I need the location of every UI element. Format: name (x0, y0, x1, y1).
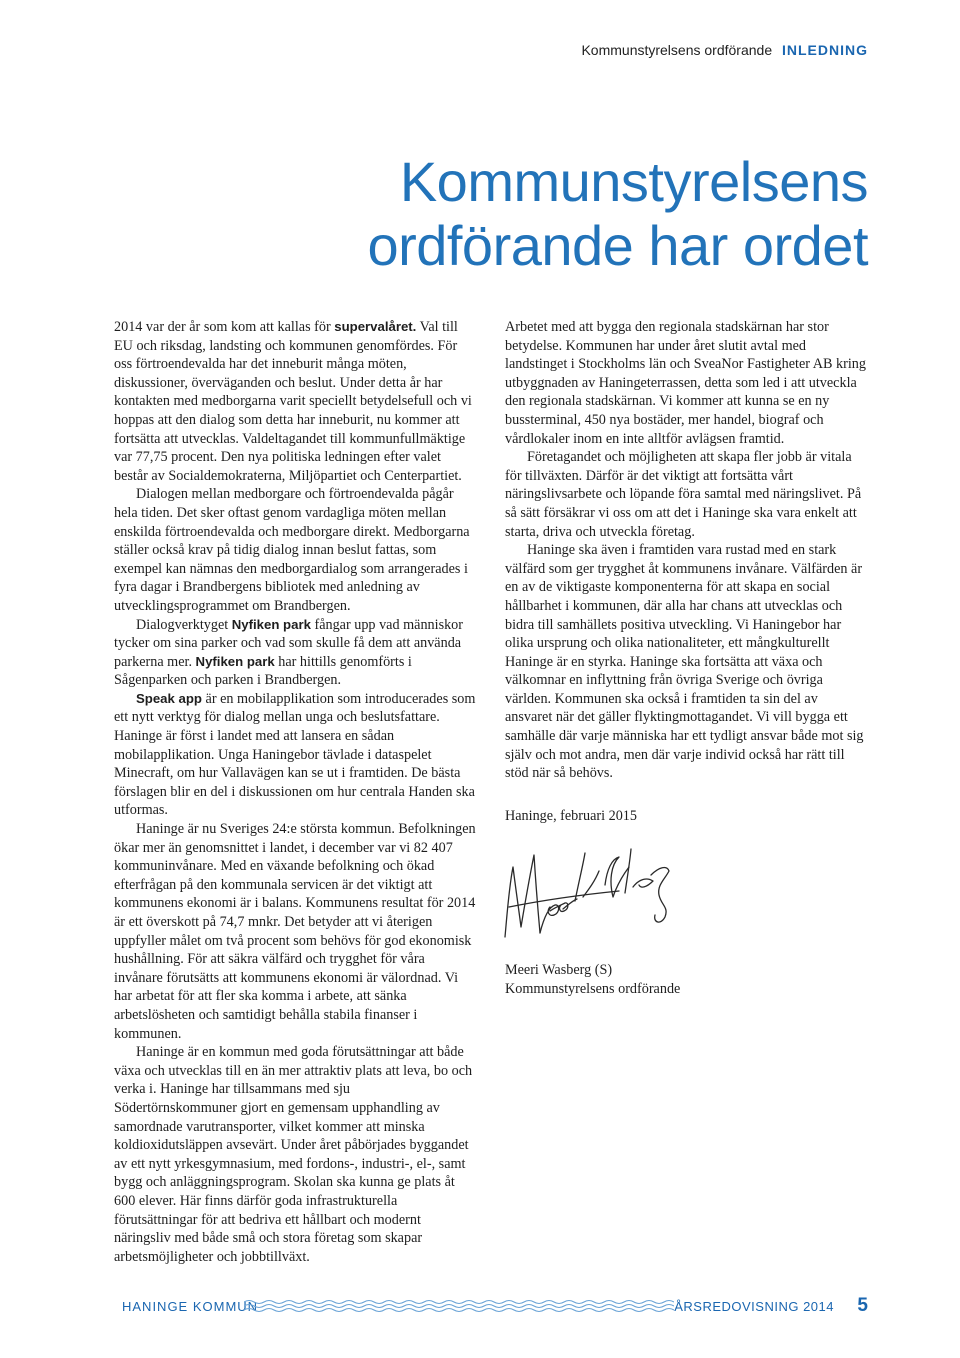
bold-term: Nyfiken park (195, 653, 275, 669)
bold-term: Speak app (136, 690, 202, 706)
paragraph (114, 690, 476, 820)
signatory-name: Meeri Wasberg (S) (505, 962, 613, 979)
text-run: Dialogverktyget (136, 616, 232, 633)
left-column (114, 318, 476, 1266)
text-run: är en mobilapplikation som introducerades som ett nytt verktyg för dialog mellan unga och beslutsfattare. Haninge är först i landet med att lansera en sådan mobilapplikation. Unga Haningebor tävlade i dataspelet Minecraft, om hur Vallavägen kan se ut i framtiden. De bästa förslagen blir en del i diskussionen om hur centrala Handen ska utformas. (114, 690, 476, 819)
page-number: 5 (857, 1295, 868, 1316)
right-column (505, 318, 867, 999)
paragraph: Dialogen mellan medborgare och förtroendevalda pågår hela tiden. Det sker oftast genom vardagliga möten mellan enskilda förtroendevalda och medborgare direkt. Medborgarna ställer också krav på tidig dialog innan beslut fattas, som exempel kan nämnas den medborgardialog som arrangerades i fyra dagar i Brandbergens bibliotek med anledning av utvecklingsprogrammet om Brandbergen. (114, 486, 470, 614)
text-run: fångar upp vad människor tycker om sina parker och vad som skulle få dem att använda parkerna mer. (114, 616, 464, 670)
paragraph: Företagandet och möjligheten att skapa fler jobb är vitala för tillväxten. Därför är det viktigt att fortsätta vårt näringslivsarbete och löpande föra samtal med näringslivet. På så sätt försäkrar vi oss om att det i Haninge ska vara enkelt att starta, driva och utveckla företag. (505, 449, 862, 540)
title-line-1: Kommunstyrelsens (399, 150, 868, 213)
bold-term: supervalåret. (334, 319, 417, 334)
running-title: Kommunstyrelsens ordförande (581, 42, 773, 58)
page-footer (122, 1297, 868, 1317)
footer-report-title: ÅRSREDOVISNING 2014 (674, 1299, 834, 1314)
bold-term: Nyfiken park (231, 616, 311, 632)
dateline: Haninge, februari 2015 (505, 807, 637, 824)
text-run: 2014 var der år som kom att kallas för (114, 319, 335, 335)
text-run: Val till EU och riksdag, landsting och kommunen genomfördes. För oss förtroendevalda har det inneburit många möten, diskussioner, överväganden och beslut. Under detta år har kontakten med medborgarna varit speciellt betydelsefull och vi hoppas att den dialog som detta har inneburit, nu kommer att fortsätta att utvecklas. Valdeltagandet till kommunfullmäktige var 77,75 procent. Den nya politiska ledningen efter valet består av Socialdemokraterna, Miljöpartiet och Centerpartiet. (114, 319, 472, 484)
footer-organization: HANINGE KOMMUN (122, 1299, 259, 1314)
paragraph: Arbetet med att bygga den regionala stadskärnan har stor betydelse. Kommunen har under året slutit avtal med landstinget i Stockholms län och SveaNor Fastigheter AB kring utbyggnaden av Haningeterrassen, detta som led i att utveckla den regionala stadskärnan. Vi kommer att kunna se en ny bussterminal, 450 nya bostäder, mer handel, biograf och vårdlokaler inom en inte alltför avlägsen framtid. (505, 319, 866, 447)
running-header (581, 42, 868, 58)
paragraph: Haninge ska även i framtiden vara rustad med en stark välfärd som ger trygghet åt kommunens invånare. Välfärden är en av de viktigaste komponenterna för att skapa en social hållbarhet i kommunen, där alla har chans att utvecklas och bidra till samhällets positiva utveckling. Vi Haningebor har olika ursprung och olika nationaliteter, ett mångkulturellt Haninge är en styrka. Haninge ska fortsätta att växa och välkomnar en inflyttning från övriga Sverige och övriga världen. Kommunen ska också i framtiden ta sin del av ansvaret när det gäller flyktingmottagandet. Vi vill bygga ett samhälle där varje människa har ett tydligt ansvar både mot sig själv och mot andra, men där varje individ också har rätt till stöd när så behövs. (505, 542, 864, 782)
paragraph: Haninge är nu Sveriges 24:e största kommun. Befolkningen ökar mer än genomsnittet i landet, i december var vi 82 407 kommuninvånare. Med en växande befolkning och ökad efterfrågan på den kommunala servicen är det viktigt att kommunens ekonomi är i balans. Kommunens resultat för 2014 är ett överskott på 74,7 mnkr. Det betyder att vi återigen uppfyller målet om två procent som behövs för god ekonomisk hushållning. För att säkra välfärd och trygghet för våra invånare förutsätts att kommunens ekonomi är välordnad. Vi har arbetat för att fler ska komma i arbete, att sänka arbetslösheten och samtidigt behålla stabila finanser i kommunen. (114, 821, 476, 1042)
signature-image (499, 841, 679, 951)
title-line-2: ordförande har ordet (367, 214, 868, 277)
page-title (108, 150, 868, 278)
paragraph (114, 616, 476, 690)
signatory-role: Kommunstyrelsens ordförande (505, 981, 681, 998)
paragraph (114, 318, 476, 485)
paragraph: Haninge är en kommun med goda förutsättningar att både växa och utvecklas till en än mer attraktiv plats att leva, bo och verka i. Haninge har tillsammans med sju Södertörnskommuner gjort en gemensam upphandling av samordnade varutransporter, vilket kommer att minska koldioxidutsläppen avsevärt. Under året påbörjades byggandet av ett nytt yrkesgymnasium, med fordons-, industri-, el-, samt bygg och anläggningsprogram. Skolan ska kunna ge plats åt 600 elever. Här finns därför goda infrastrukturella förutsättningar för att bedriva ett hållbart och modernt näringsliv med både små och stora företag som skapar arbetsmöjligheter och jobbtillväxt. (114, 1044, 473, 1265)
section-label: INLEDNING (782, 42, 868, 58)
text-run: har hittills genomförts i Sågenparken och parken i Brandbergen. (114, 653, 412, 689)
wave-ornament-icon (244, 1299, 674, 1313)
